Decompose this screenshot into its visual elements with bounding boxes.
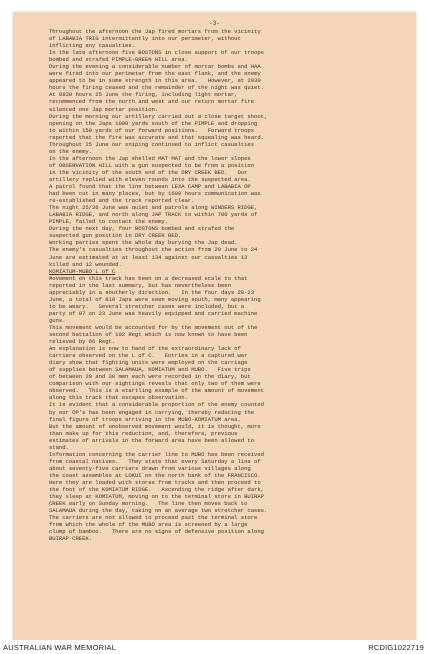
text-line: on the enemy. (49, 147, 92, 155)
text-line: of supplies between SALAMAUA, KOMIATUM and MUBO. Five trips (49, 366, 251, 374)
text-line: silenced one Jap mortar position. (49, 105, 159, 113)
text-line: At 0830 hours 25 June the firing, including light mortar, (49, 91, 238, 99)
text-line: guns. (49, 316, 66, 324)
archive-footer (0, 640, 428, 654)
text-line: second battalion of 102 Regt which is now known to have been (49, 331, 248, 339)
text-line: relieved by 66 Regt. (49, 338, 116, 346)
text-line: SALAMAUA during the day, taking on an average two stretcher cases. (49, 507, 268, 515)
section-heading: KOMIATUM-MUBO L of C (49, 267, 116, 275)
text-line: hours the firing ceased and the remainder of the night was quiet. (49, 84, 264, 92)
text-line: Throughout the afternoon the Jap fired mortars from the vicinity (49, 28, 261, 35)
text-line: An explanation is now to hand of the extraordinary lack of (49, 345, 241, 353)
text-line: than make up for this reduction, and, therefore, previous (49, 429, 238, 437)
text-line: had been cut in many places, but by 1600 hours communication was (49, 190, 261, 198)
text-line: Working parties spent the whole day burying the Jap dead. (49, 239, 238, 247)
text-line: This movement would be accounted for by the movement out of the (49, 323, 258, 331)
text-line: Movement on this track has been on a decreased scale to that (49, 274, 248, 282)
text-line: artillery replied with eleven rounds into the suspected area. (49, 175, 251, 183)
text-line: CREEK early on Sunday morning. The line then moves back to (49, 500, 248, 508)
text-line: stand. (49, 443, 69, 451)
text-line: In the late afternoon five BOSTONS in close support of our troops (49, 49, 264, 57)
text-line: of between 20 and 30 men each were recorded in the diary, but (49, 373, 251, 381)
text-line: June are estimated at at least 134 against our casualties 12 (49, 253, 248, 261)
text-line: appeared to be in some strength in this area. However, at 2030 (49, 77, 261, 85)
text-line: comparison with our sightings reveals that only two of them were (49, 380, 261, 388)
text-line: inflicting any casualties. (49, 42, 135, 50)
text-line: opening on the Japs 1000 yards south of the PIMPLE and dropping (49, 119, 258, 127)
archive-name: AUSTRALIAN WAR MEMORIAL (3, 643, 117, 652)
document-body (49, 28, 404, 542)
text-line: reported that the fire was accurate and that squealing was heard. (49, 133, 264, 141)
text-line: During the morning our artillery carried out a close target shoot, (49, 112, 268, 120)
text-line: Here they are loaded with stores from trucks and then proceed to (49, 479, 261, 486)
text-line: bombed and strafed PIMPLE-GREEN HILL area. (49, 56, 188, 64)
record-id: RCDIG1022719 (368, 643, 424, 652)
text-line: to be weary. Several stretcher cases were included, but a (49, 302, 245, 310)
text-line: in the vicinity of the south end of the DRY CREEK BED. Our (49, 168, 248, 176)
text-line: During the next day, four BOSTONS bombed and strafed the (49, 225, 235, 233)
text-line: about seventy-five carriers drawn from various villages along (49, 464, 251, 472)
text-line: killed and 12 wounded. (49, 260, 122, 268)
text-line: appreciably in a southerly direction. In the four days 20-23 (49, 288, 255, 296)
document-page (13, 12, 416, 640)
text-line: observed. This is a startling example of the amount of movement (49, 387, 264, 395)
text-line: The enemy's casualties throughout the action from 20 June to 24 (49, 246, 258, 254)
text-line: PIMPLE, failed to contact the enemy. (49, 218, 169, 226)
text-line: clump of bamboo. There are no signs of defensive position along (49, 528, 264, 536)
text-line: LABABIA RIDGE, and north along JAP TRACK to within 700 yards of (49, 211, 258, 219)
text-line: they sleep at KOMIATUM, moving on to the terminal store in BUIRAP (49, 493, 264, 501)
text-line: the coast assembles at LOKUI on the north bank of the FRANCISCO. (49, 471, 261, 479)
text-line: carriers observed on the L of C. Entries in a captured war (49, 352, 248, 360)
text-line: diary show that fighting units were employed on the carriage (49, 359, 248, 367)
text-line: from coastal natives. They state that every Saturday a line of (49, 457, 261, 465)
text-line: the foot of the KOMIATUM RIDGE. Ascending the ridge after dark, (49, 486, 264, 494)
text-line: recommenced from the north and west and our return mortar fire (49, 98, 255, 106)
text-line: from which the whole of the MUBO area is screened by a large (49, 521, 248, 529)
text-line: June, a total of 810 Japs were seen moving south, many appearing (49, 295, 261, 303)
text-line: by our OP's has been engaged in carrying, thereby reducing the (49, 408, 255, 416)
text-line: reported in the last summary, but has nevertheless been (49, 281, 231, 289)
text-line: were fired into our perimeter from the east flank, and the enemy (49, 70, 261, 78)
text-line: During the evening a considerable number of mortar bombs and HAA (49, 63, 261, 71)
text-line: final figure of troops arriving in the MUBO-KOMIATUM area. (49, 415, 241, 423)
text-line: suspected gun position in DRY CREEK BED. (49, 232, 182, 240)
text-line: re-established and the track reported clear. (49, 197, 195, 205)
text-line: BUIRAP CREEK. (49, 535, 92, 543)
text-line: estimates of arrivals in the forward area have been allowed to (49, 436, 255, 444)
text-line: A patrol found that the line between LEXA CAMP and LABABIA OP (49, 183, 251, 191)
text-line: Information concerning the carrier line to MUBO has been received (49, 450, 264, 458)
text-line: Throughout 25 June our sniping continued to inflict casualties (49, 140, 255, 148)
text-line: In the afternoon the Jap shelled MAT MAT and the lower slopes (49, 154, 251, 162)
text-line: It is evident that a considerable proportion of the enemy counted (49, 401, 264, 409)
page-number: -3- (209, 20, 220, 27)
text-line: to within 150 yards of our forward positions. Forward troops (49, 126, 255, 134)
text-line: The night 25/26 June was quiet and patrols along WINDERS RIDGE, (49, 204, 258, 212)
text-line: of OBSERVATION HILL with a gun suspected to be from a position (49, 161, 255, 169)
text-line: along this track that escapes observation. (49, 394, 188, 402)
text-line: The carriers are not allowed to proceed past the terminal store (49, 514, 258, 522)
text-line: of LABABIA TRIG intermittently into our perimeter, without (49, 35, 241, 43)
text-line: party of 87 on 23 June was heavily equipped and carried machine (49, 309, 258, 317)
text-line: But the amount of unobserved movement would, it is thought, more (49, 422, 261, 430)
